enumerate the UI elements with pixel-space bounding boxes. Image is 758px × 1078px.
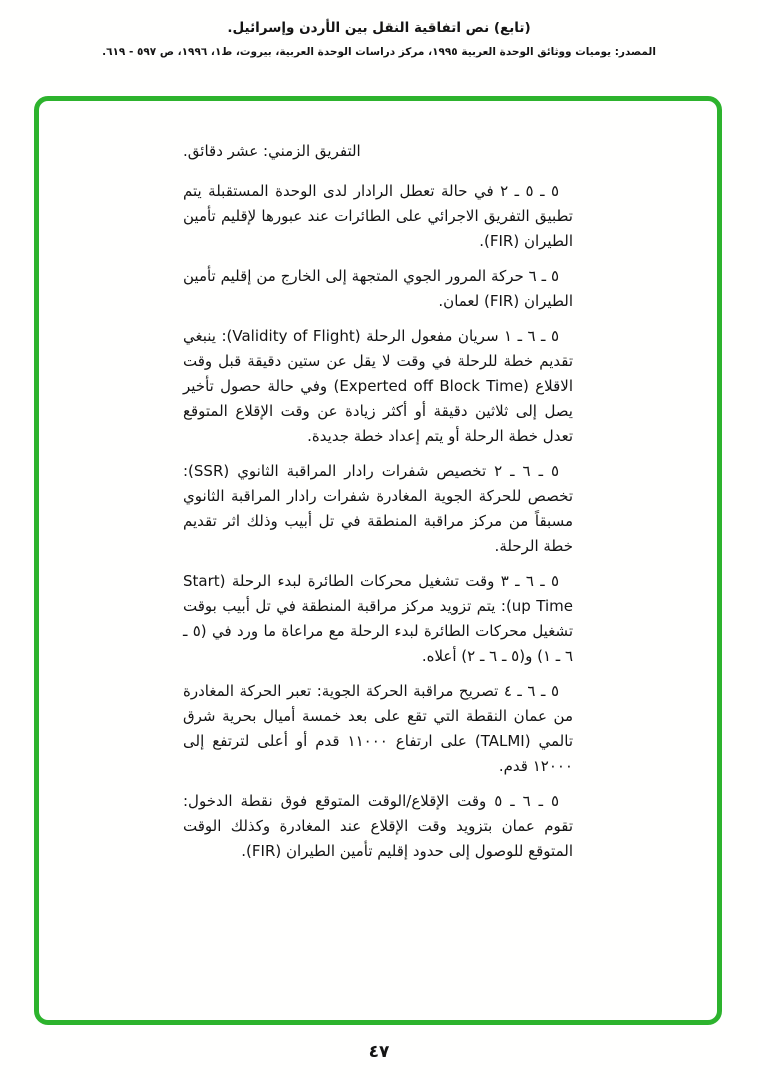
- page-number: ٤٧: [368, 1042, 390, 1062]
- content-border-box: [34, 96, 722, 1025]
- paragraph-5-6-4: ٥ ـ ٦ ـ ٤ تصريح مراقبة الحركة الجوية: تعبر الحركة المغادرة من عمان النقطة التي تقع على بعد خمسة أميال بحرية شرق تالمي (TALMI) على ارتفاع ١١٠٠٠ قدم أو أعلى لترتفع إلى ١٢٠٠٠ قدم.: [183, 682, 573, 775]
- paragraph-5-6: ٥ ـ ٦ حركة المرور الجوي المتجهة إلى الخارج من إقليم تأمين الطيران (FIR) لعمان.: [183, 267, 573, 310]
- document-body-text: [183, 139, 573, 864]
- paragraph-5-6-2: ٥ ـ ٦ ـ ٢ تخصيص شفرات رادار المراقبة الثانوي (SSR): تخصص للحركة الجوية المغادرة شفرات رادار المراقبة الثانوي مسبقاً من مركز مراقبة المنطقة في تل أبيب وذلك اثر تقديم خطة الرحلة.: [183, 462, 573, 555]
- document-title: (تابع) نص اتفاقية النقل بين الأردن وإسرائيل.: [227, 20, 531, 36]
- paragraph-5-6-5: ٥ ـ ٦ ـ ٥ وقت الإقلاع/الوقت المتوقع فوق نقطة الدخول: تقوم عمان بتزويد وقت الإقلاع عند المغادرة وكذلك الوقت المتوقع للوصول إلى حدود إقليم تأمين الطيران (FIR).: [183, 792, 573, 860]
- page-header: [0, 0, 758, 58]
- paragraph-5-5-2: ٥ ـ ٥ ـ ٢ في حالة تعطل الرادار لدى الوحدة المستقبلة يتم تطبيق التفريق الاجرائي على الطائرات عند عبورها لإقليم تأمين الطيران (FIR).: [183, 182, 573, 250]
- paragraph-time-separation: التفريق الزمني: عشر دقائق.: [183, 142, 361, 160]
- paragraph-5-6-1: ٥ ـ ٦ ـ ١ سريان مفعول الرحلة (Validity of Flight): ينبغي تقديم خطة للرحلة في وقت لا يقل عن ستين دقيقة قبل وقت الاقلاع (Experted off Block Time) وفي حالة حصول تأخير يصل إلى ثلاثين دقيقة أو أكثر زيادة عن وقت الإقلاع المتوقع تعدل خطة الرحلة أو يتم إعداد خطة جديدة.: [183, 327, 573, 445]
- document-source-line: المصدر: يوميات ووثائق الوحدة العربية ١٩٩٥، مركز دراسات الوحدة العربية، بيروت، ط١، ١٩٩٦، ص ٥٩٧ - ٦١٩.: [102, 46, 656, 58]
- paragraph-5-6-3: ٥ ـ ٦ ـ ٣ وقت تشغيل محركات الطائرة لبدء الرحلة (Start up Time): يتم تزويد مركز مراقبة المنطقة في تل أبيب بوقت تشغيل محركات الطائرة لبدء الرحلة مع مراعاة ما ورد في (٥ ـ ٦ ـ ١) و(٥ ـ ٦ ـ ٢) أعلاه.: [183, 572, 573, 665]
